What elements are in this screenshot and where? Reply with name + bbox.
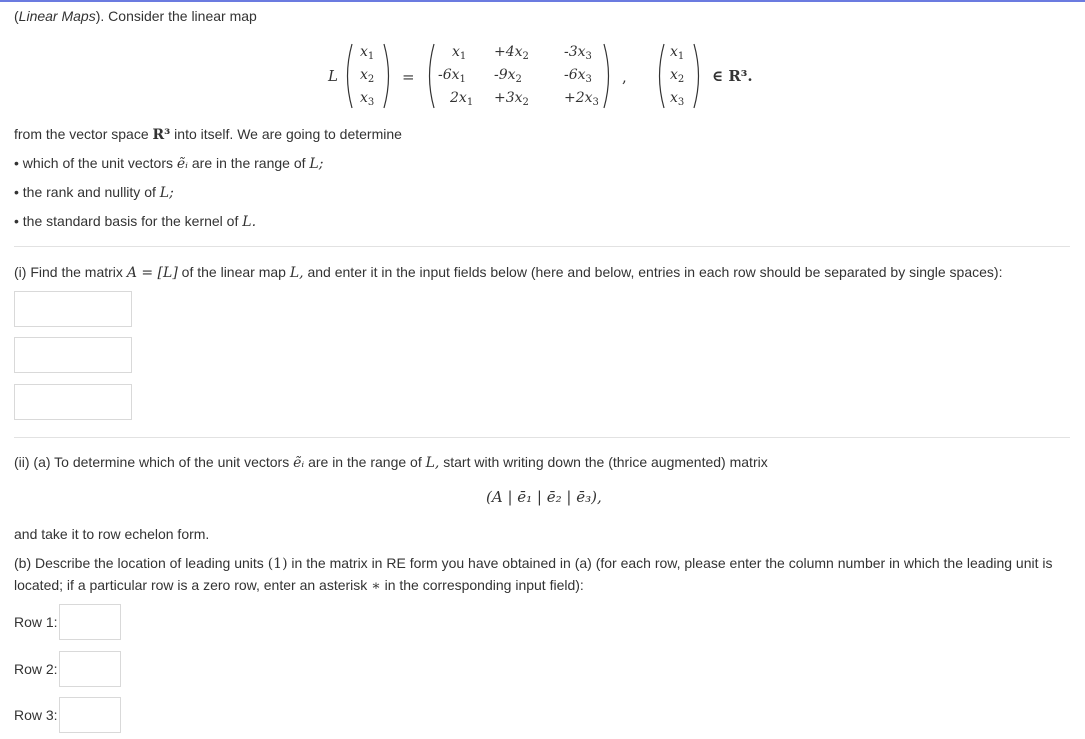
equals-sign: = (402, 68, 415, 86)
bullet-item: • the standard basis for the kernel of L. (14, 213, 257, 230)
membership-statement: ∈ R³. (712, 67, 753, 85)
right-paren-icon (602, 42, 614, 110)
vector-entry: $x_3$ (670, 90, 685, 108)
matrix-entry: $+4x_2$ (494, 44, 529, 62)
input-vector-entry: $x_1$ (360, 44, 375, 62)
vector-space-symbol: R³ (152, 127, 171, 143)
part-ii-a-instructions: (ii) (a) To determine which of the unit vectors ẽᵢ are in the range of L, start with writing down the (thrice augmented) matrix (14, 454, 768, 471)
divider (14, 437, 1070, 438)
matrix-entry: $-6x_3$ (564, 67, 592, 85)
matrix-entry: $-6x_1$ (438, 67, 466, 85)
intro-text: . Consider the linear map (100, 8, 257, 24)
right-paren-icon (692, 42, 704, 110)
augmented-matrix: (A | ē₁ | ē₂ | ē₃), (486, 488, 602, 506)
row-2-label: Row 2: (14, 661, 58, 677)
matrix-row-2-input[interactable] (14, 337, 132, 373)
matrix-entry: $+2x_3$ (564, 90, 599, 108)
row-3-input[interactable] (59, 697, 121, 733)
input-vector-entry: $x_3$ (360, 90, 375, 108)
matrix-entry: $2x_1$ (450, 90, 474, 108)
left-paren-icon (654, 42, 666, 110)
left-paren-icon (424, 42, 436, 110)
right-paren-icon (382, 42, 394, 110)
intro-line: (Linear Maps). Consider the linear map (14, 8, 257, 24)
left-paren-icon (342, 42, 354, 110)
matrix-row-1-input[interactable] (14, 291, 132, 327)
part-i-instructions: (i) Find the matrix A = [L] of the linear map L, and enter it in the input fields below (here and below, entries in each row should be separated by single spaces): (14, 264, 1003, 281)
matrix-entry: $-9x_2$ (494, 67, 522, 85)
row-3-label: Row 3: (14, 707, 58, 723)
intro-label: Linear Maps (18, 8, 96, 24)
matrix-row-3-input[interactable] (14, 384, 132, 420)
part-ii-b-instructions-cont: located; if a particular row is a zero row, enter an asterisk ∗ in the corresponding input field): (14, 577, 584, 594)
matrix-entry: $+3x_2$ (494, 90, 529, 108)
row-echelon-text: and take it to row echelon form. (14, 526, 210, 542)
vector-entry: $x_1$ (670, 44, 685, 62)
matrix-entry: $-3x_3$ (564, 44, 592, 62)
vector-entry: $x_2$ (670, 67, 685, 85)
part-ii-b-instructions: (b) Describe the location of leading units (1) in the matrix in RE form you have obtained in (a) (for each row, please enter the column number in which the leading unit is (14, 555, 1053, 572)
divider (14, 246, 1070, 247)
bullet-item: • the rank and nullity of L; (14, 184, 174, 201)
linear-map-equation (320, 40, 760, 112)
matrix-entry: $x_1$ (452, 44, 467, 62)
map-symbol: L (328, 67, 338, 85)
row-1-label: Row 1: (14, 614, 58, 630)
description-line: from the vector space R³ into itself. We are going to determine (14, 126, 402, 143)
row-2-input[interactable] (59, 651, 121, 687)
bullet-item: • which of the unit vectors ẽᵢ are in the range of L; (14, 155, 324, 172)
input-vector-entry: $x_2$ (360, 67, 375, 85)
equation-comma: , (622, 68, 627, 86)
row-1-input[interactable] (59, 604, 121, 640)
